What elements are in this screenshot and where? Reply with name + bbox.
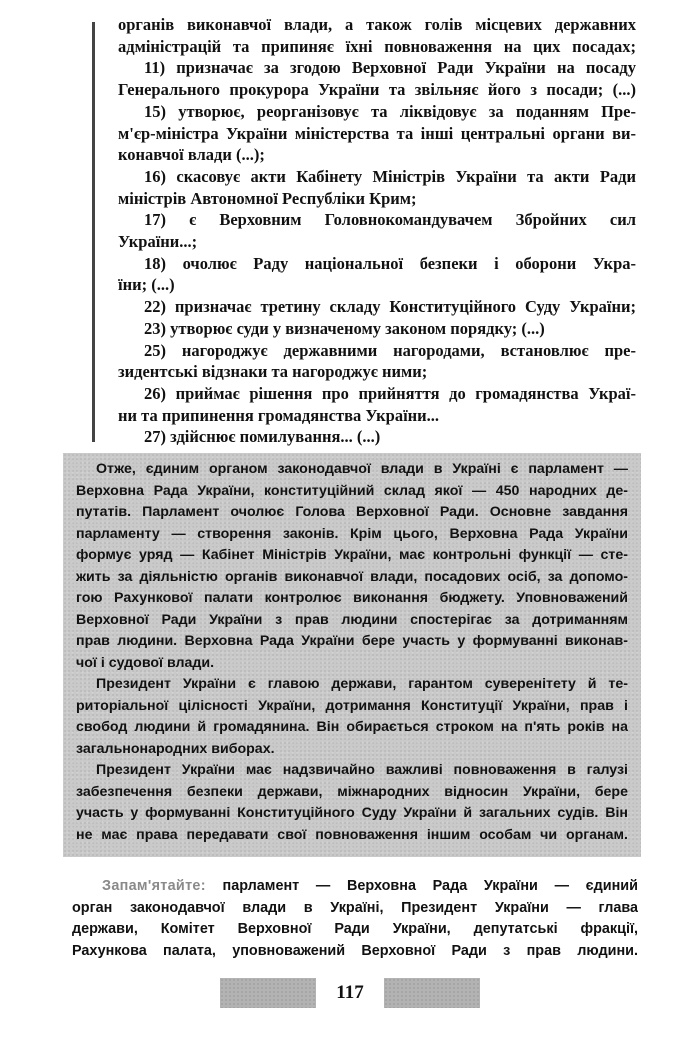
remember-first-line bbox=[72, 876, 638, 898]
summary-line: гою Рахункової палати контролює виконання бюджету. Уповноважений bbox=[76, 590, 628, 606]
summary-line: прав людини. Верховна Рада України бере участь у формуванні виконав- bbox=[76, 633, 628, 649]
summary-line: забезпечення безпеки держави, міжнародних відносин України, бере bbox=[76, 783, 628, 800]
quote-line: конавчої влади (...); bbox=[118, 145, 265, 165]
summary-line: Отже, єдиним органом законодавчої влади в Україні є парламент — bbox=[96, 461, 628, 477]
remember-line: держави, Комітет Верховної Ради України, депутатські фракції, bbox=[72, 921, 638, 937]
quote-line: 17) є Верховним Головнокомандувачем Збройних сил bbox=[144, 210, 636, 230]
quote-line: їни; (...) bbox=[118, 275, 175, 295]
summary-line: формує уряд — Кабінет Міністрів України, має контрольні функції — сте- bbox=[76, 547, 628, 563]
summary-line: чої і судової влади. bbox=[76, 654, 215, 671]
page-number: 117 bbox=[336, 982, 364, 1003]
summary-line: путатів. Парламент очолює Голова Верховної Ради. Основне завдання bbox=[76, 504, 628, 520]
summary-line: Президент України має надзвичайно важливі повноваження в галузі bbox=[96, 762, 628, 778]
quote-line: зидентські відзнаки та нагороджує ними; bbox=[118, 362, 428, 382]
quote-line: України...; bbox=[118, 232, 198, 252]
quote-line: адміністрацій та припиняє їхні повноваження на цих посадах; bbox=[118, 36, 636, 56]
remember-line: Рахункова палата, уповноважений Верховної Ради з прав людини. bbox=[72, 942, 638, 959]
summary-line: риторіальної цілісності України, дотримання Конституції України, прав і bbox=[76, 697, 628, 714]
summary-line: парламенту — створення законів. Крім цього, Верховна Рада України bbox=[76, 525, 628, 542]
summary-line: жить за діяльністю органів виконавчої влади, посадових осіб, за допомо- bbox=[76, 568, 628, 585]
summary-line: участь у формуванні Конституційного Суду України й загальних судів. Він bbox=[76, 805, 628, 821]
quote-line: 23) утворює суди у визначеному законом порядку; (...) bbox=[144, 318, 545, 338]
summary-line: Президент України є главою держави, гарантом суверенітету й те- bbox=[96, 676, 628, 692]
quote-line: Генерального прокурора України та звільняє його з посади; (...) bbox=[118, 80, 636, 100]
quote-margin-rule bbox=[92, 22, 95, 442]
quote-line: 22) призначає третину складу Конституційного Суду України; bbox=[144, 297, 636, 317]
quote-line: 26) приймає рішення про прийняття до громадянства Украї- bbox=[144, 383, 636, 403]
quote-line: 27) здійснює помилування... (...) bbox=[144, 427, 381, 447]
footer-bar-right bbox=[384, 978, 480, 1008]
quote-line: 16) скасовує акти Кабінету Міністрів України та акти Ради bbox=[144, 166, 636, 186]
summary-line: Верховна Рада України, конституційний склад якої — 450 народних де- bbox=[76, 482, 628, 499]
quote-line: міністрів Автономної Республіки Крим; bbox=[118, 188, 417, 208]
remember-line: орган законодавчої влади в Україні, Президент України — глава bbox=[72, 899, 638, 916]
summary-line: свобод людини й громадянина. Він обирається строком на п'ять років на bbox=[76, 719, 628, 735]
quote-line: 11) призначає за згодою Верховної Ради України на посаду bbox=[144, 58, 636, 78]
quote-line: ни та припинення громадянства України... bbox=[118, 405, 440, 425]
quote-line: органів виконавчої влади, а також голів місцевих державних bbox=[118, 15, 636, 34]
summary-text bbox=[76, 459, 628, 846]
quote-line: 25) нагороджує державними нагородами, встановлює пре- bbox=[144, 340, 636, 360]
constitution-quote bbox=[118, 14, 636, 448]
summary-line: не має права передавати свої повноваження іншим особам чи органам. bbox=[76, 826, 628, 843]
footer-bar-left bbox=[220, 978, 316, 1008]
quote-line: 15) утворює, реорганізовує та ліквідовує за поданням Пре- bbox=[144, 101, 636, 121]
quote-line: 18) очолює Раду національної безпеки і оборони Укра- bbox=[144, 253, 636, 273]
quote-line: м'єр-міністра України міністерства та інші центральні органи ви- bbox=[118, 123, 636, 143]
summary-line: Верховної Ради України з прав людини спостерігає за дотриманням bbox=[76, 611, 628, 628]
summary-line: загальнонародних виборах. bbox=[76, 740, 275, 757]
remember-label: Запам'ятайте: bbox=[102, 878, 206, 894]
remember-text: парламент — Верховна Рада України — єдиний bbox=[222, 878, 638, 894]
remember-block bbox=[72, 876, 638, 962]
